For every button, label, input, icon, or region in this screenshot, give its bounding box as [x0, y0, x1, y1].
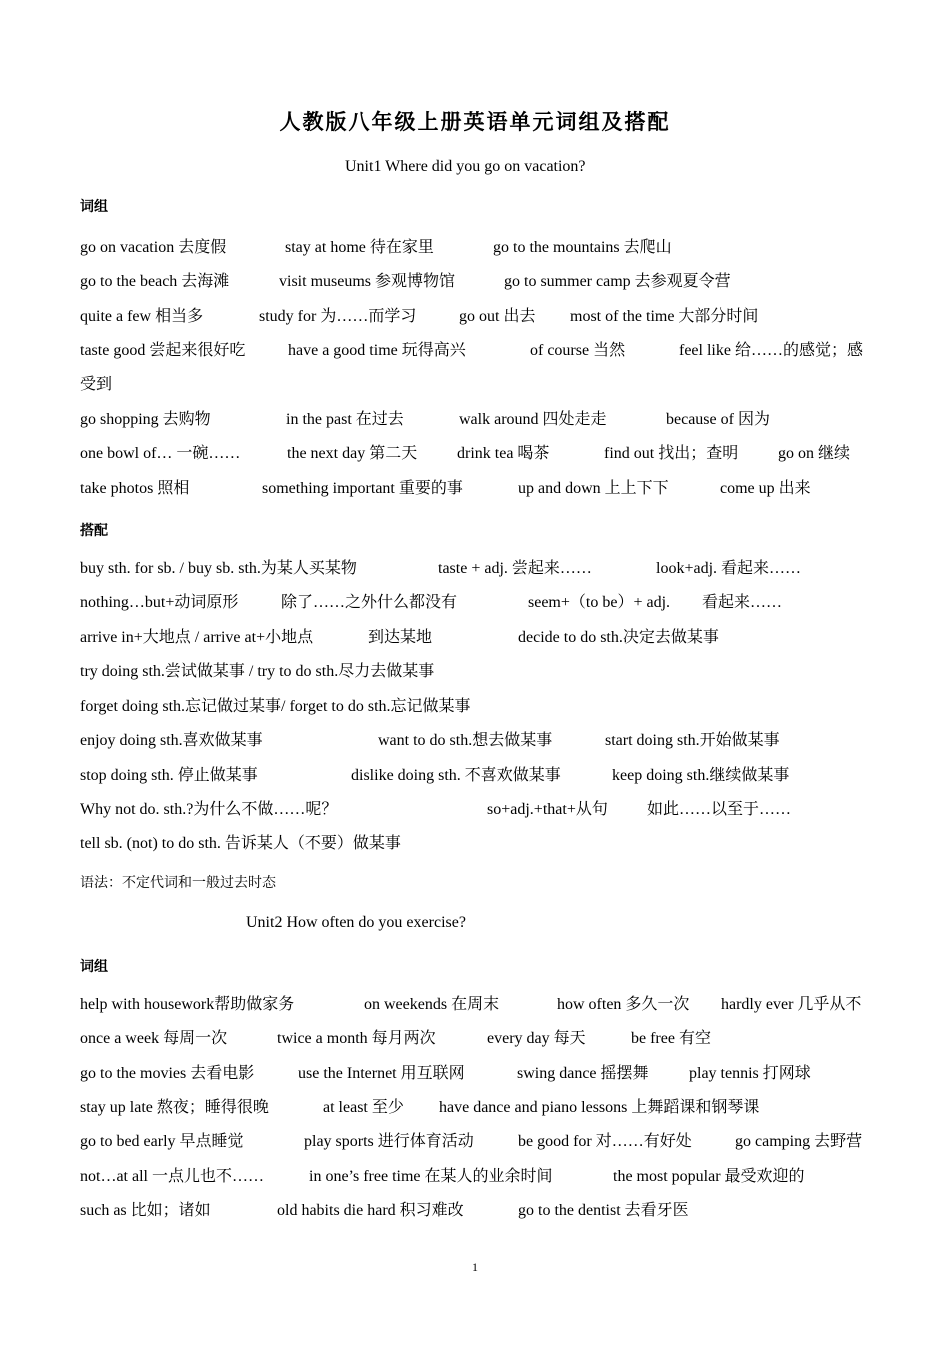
phrase-item: at least 至少 [323, 1099, 404, 1116]
collocation-item: want to do sth.想去做某事 [378, 732, 553, 749]
collocation-item: 看起来…… [702, 594, 783, 611]
unit1-collocation-row [0, 695, 950, 719]
phrase-item: visit museums 参观博物馆 [279, 273, 456, 290]
phrase-item: how often 多久一次 [557, 996, 690, 1013]
phrase-item: hardly ever 几乎从不 [721, 996, 862, 1013]
unit1-phrase-row [0, 442, 950, 466]
phrase-item: go to the dentist 去看牙医 [518, 1202, 689, 1219]
phrase-item: swing dance 摇摆舞 [517, 1065, 649, 1082]
unit1-collocations-label: 搭配 [80, 523, 108, 539]
phrase-item: drink tea 喝茶 [457, 445, 550, 462]
collocation-item: 除了……之外什么都没有 [281, 594, 458, 611]
unit2-phrase-row [0, 1165, 950, 1189]
phrase-item: of course 当然 [530, 342, 626, 359]
phrase-item: feel like 给……的感觉；感 [679, 342, 863, 359]
unit2-phrase-row [0, 1130, 950, 1154]
collocation-item: try doing sth.尝试做某事 / try to do sth.尽力去做某事 [80, 663, 435, 680]
unit1-phrase-row [0, 305, 950, 329]
collocation-item: tell sb. (not) to do sth. 告诉某人（不要）做某事 [80, 835, 401, 852]
phrase-item: go to the movies 去看电影 [80, 1065, 255, 1082]
phrase-item: quite a few 相当多 [80, 308, 204, 325]
phrase-item: go on 继续 [778, 445, 851, 462]
phrase-item: the next day 第二天 [287, 445, 418, 462]
collocation-item: forget doing sth.忘记做过某事/ forget to do sth.忘记做某事 [80, 698, 471, 715]
collocation-item: enjoy doing sth.喜欢做某事 [80, 732, 263, 749]
phrase-item: something important 重要的事 [262, 480, 463, 497]
collocation-item: stop doing sth. 停止做某事 [80, 767, 258, 784]
collocation-item: look+adj. 看起来…… [656, 560, 802, 577]
unit2-phrases-label: 词组 [80, 959, 108, 975]
phrase-item: be good for 对……有好处 [518, 1133, 692, 1150]
phrase-item: go to the beach 去海滩 [80, 273, 230, 290]
phrase-item: use the Internet 用互联网 [298, 1065, 465, 1082]
phrase-item: once a week 每周一次 [80, 1030, 228, 1047]
collocation-item: Why not do. sth.?为什么不做……呢？ [80, 801, 338, 818]
phrase-item: because of 因为 [666, 411, 770, 428]
phrase-item: in the past 在过去 [286, 411, 404, 428]
phrase-item: take photos 照相 [80, 480, 190, 497]
phrase-item: twice a month 每月两次 [277, 1030, 436, 1047]
unit1-phrase-row [0, 236, 950, 260]
phrase-item: have dance and piano lessons 上舞蹈课和钢琴课 [439, 1099, 760, 1116]
collocation-item: start doing sth.开始做某事 [605, 732, 780, 749]
unit1-phrase-row [0, 477, 950, 501]
unit2-phrase-row [0, 1062, 950, 1086]
unit1-collocation-row [0, 660, 950, 684]
collocation-item: keep doing sth.继续做某事 [612, 767, 790, 784]
phrase-item: one bowl of… 一碗…… [80, 445, 241, 462]
unit1-collocation-row [0, 557, 950, 581]
phrase-item: go to summer camp 去参观夏令营 [504, 273, 731, 290]
unit2-heading: Unit2 How often do you exercise? [246, 914, 466, 931]
page-number: 1 [472, 1260, 478, 1274]
unit1-collocation-row [0, 798, 950, 822]
unit1-collocation-row [0, 764, 950, 788]
phrase-item: most of the time 大部分时间 [570, 308, 759, 325]
unit1-collocation-row [0, 591, 950, 615]
collocation-item: 到达某地 [368, 629, 433, 646]
phrase-item: 受到 [80, 376, 113, 393]
phrase-item: come up 出来 [720, 480, 811, 497]
phrase-item: such as 比如；诸如 [80, 1202, 211, 1219]
phrase-item: the most popular 最受欢迎的 [613, 1168, 805, 1185]
phrase-item: not…at all 一点儿也不…… [80, 1168, 264, 1185]
collocation-item: decide to do sth.决定去做某事 [518, 629, 719, 646]
phrase-item: go shopping 去购物 [80, 411, 211, 428]
collocation-item: dislike doing sth. 不喜欢做某事 [351, 767, 561, 784]
collocation-item: buy sth. for sb. / buy sb. sth.为某人买某物 [80, 560, 357, 577]
unit2-phrase-row [0, 993, 950, 1017]
collocation-item: arrive in+大地点 / arrive at+小地点 [80, 629, 314, 646]
phrase-item: have a good time 玩得高兴 [288, 342, 466, 359]
phrase-item: go camping 去野营 [735, 1133, 863, 1150]
phrase-item: help with housework帮助做家务 [80, 996, 295, 1013]
phrase-item: stay at home 待在家里 [285, 239, 434, 256]
unit2-phrase-row [0, 1027, 950, 1051]
unit1-collocation-row [0, 729, 950, 753]
phrase-item: on weekends 在周末 [364, 996, 500, 1013]
unit2-phrase-row [0, 1096, 950, 1120]
phrase-item: old habits die hard 积习难改 [277, 1202, 464, 1219]
unit1-phrases-label: 词组 [80, 199, 108, 215]
phrase-item: in one’s free time 在某人的业余时间 [309, 1168, 553, 1185]
unit1-heading: Unit1 Where did you go on vacation? [345, 158, 586, 175]
phrase-item: find out 找出；查明 [604, 445, 739, 462]
phrase-item: taste good 尝起来很好吃 [80, 342, 246, 359]
phrase-item: go to the mountains 去爬山 [493, 239, 672, 256]
phrase-item: every day 每天 [487, 1030, 586, 1047]
unit1-phrase-row [0, 270, 950, 294]
phrase-item: walk around 四处走走 [459, 411, 607, 428]
phrase-item: play tennis 打网球 [689, 1065, 811, 1082]
collocation-item: so+adj.+that+从句 [487, 801, 608, 818]
phrase-item: study for 为……而学习 [259, 308, 417, 325]
phrase-item: go to bed early 早点睡觉 [80, 1133, 244, 1150]
unit1-collocation-row [0, 626, 950, 650]
collocation-item: nothing…but+动词原形 [80, 594, 239, 611]
unit1-phrase-row [0, 373, 950, 397]
unit1-grammar-note: 语法：不定代词和一般过去时态 [80, 875, 276, 891]
phrase-item: be free 有空 [631, 1030, 711, 1047]
phrase-item: up and down 上上下下 [518, 480, 669, 497]
document-title: 人教版八年级上册英语单元词组及搭配 [279, 109, 671, 134]
collocation-item: seem+（to be）+ adj. [528, 594, 671, 611]
unit1-collocation-row [0, 832, 950, 856]
unit1-phrase-row [0, 408, 950, 432]
collocation-item: taste + adj. 尝起来…… [438, 560, 592, 577]
phrase-item: go on vacation 去度假 [80, 239, 227, 256]
unit1-phrase-row [0, 339, 950, 363]
collocation-item: 如此……以至于…… [647, 801, 792, 818]
phrase-item: play sports 进行体育活动 [304, 1133, 474, 1150]
phrase-item: go out 出去 [459, 308, 536, 325]
phrase-item: stay up late 熬夜；睡得很晚 [80, 1099, 269, 1116]
unit2-phrase-row [0, 1199, 950, 1223]
